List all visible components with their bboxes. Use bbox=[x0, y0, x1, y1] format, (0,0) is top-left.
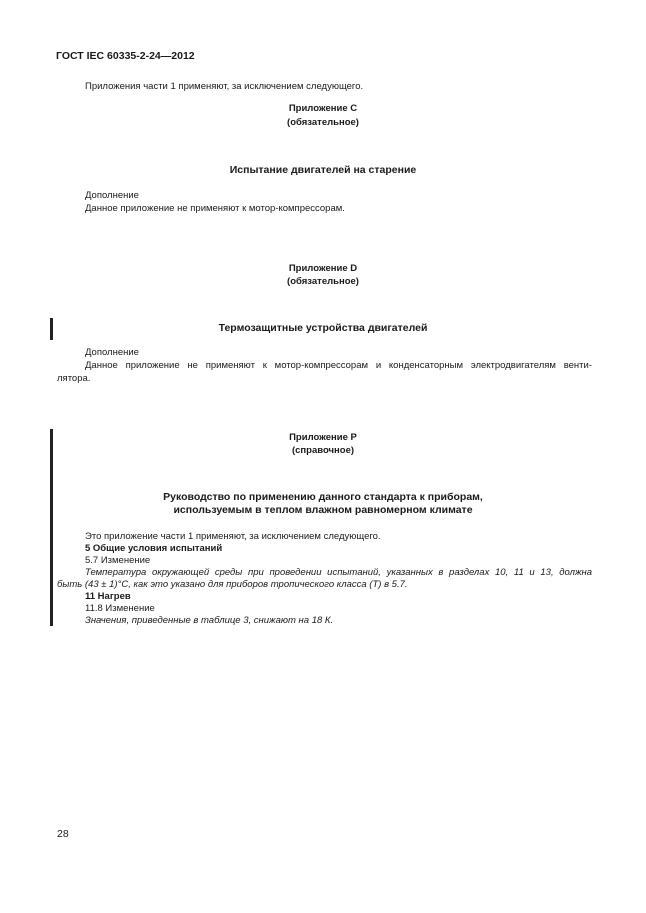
annex-c-paragraph-1: Дополнение bbox=[85, 190, 139, 201]
page-number: 28 bbox=[57, 828, 69, 840]
annex-d-paragraph-1: Дополнение bbox=[85, 347, 139, 358]
annex-d-label: Приложение D bbox=[288, 263, 358, 274]
annex-d-paragraph-2-line-1: Данное приложение не применяют к мотор-компрессорам и конденсаторным электродвигателям венти- bbox=[85, 360, 592, 371]
revision-bar bbox=[50, 429, 53, 626]
annex-p-kind: (справочное) bbox=[291, 445, 355, 456]
annex-c-paragraph-2: Данное приложение не применяют к мотор-компрессорам. bbox=[85, 203, 345, 214]
annex-p-title-line-2: используемым в теплом влажном равномерном климате bbox=[173, 504, 473, 516]
clause-11-8: 11.8 Изменение bbox=[85, 603, 155, 614]
intro-text: Приложения части 1 применяют, за исключением следующего. bbox=[85, 81, 364, 92]
annex-p-label: Приложение Р bbox=[289, 432, 357, 443]
clause-5-7-text-line-1: Температура окружающей среды при проведении испытаний, указанных в разделах 10, 11 и 13, должна bbox=[85, 567, 592, 578]
section-5-heading: 5 Общие условия испытаний bbox=[85, 543, 223, 554]
annex-d-title: Термозащитные устройства двигателей bbox=[218, 322, 428, 334]
clause-5-7: 5.7 Изменение bbox=[85, 555, 151, 566]
clause-11-8-text: Значения, приведенные в таблице 3, снижают на 18 К. bbox=[85, 615, 334, 626]
annex-p-title-line-1: Руководство по применению данного стандарта к приборам, bbox=[163, 491, 483, 503]
section-11-heading: 11 Нагрев bbox=[85, 591, 131, 602]
clause-5-7-text-line-2: быть (43 ± 1)°С, как это указано для приборов тропического класса (Т) в 5.7. bbox=[57, 579, 408, 590]
document-header: ГОСТ IEC 60335-2-24—2012 bbox=[56, 50, 195, 62]
annex-c-label: Приложение С bbox=[288, 103, 358, 114]
annex-c-title: Испытание двигателей на старение bbox=[229, 164, 417, 176]
annex-p-intro: Это приложение части 1 применяют, за исключением следующего. bbox=[85, 531, 381, 542]
annex-d-kind: (обязательное) bbox=[287, 276, 359, 287]
annex-c-kind: (обязательное) bbox=[287, 117, 359, 128]
annex-d-paragraph-2-line-2: лятора. bbox=[57, 373, 91, 384]
